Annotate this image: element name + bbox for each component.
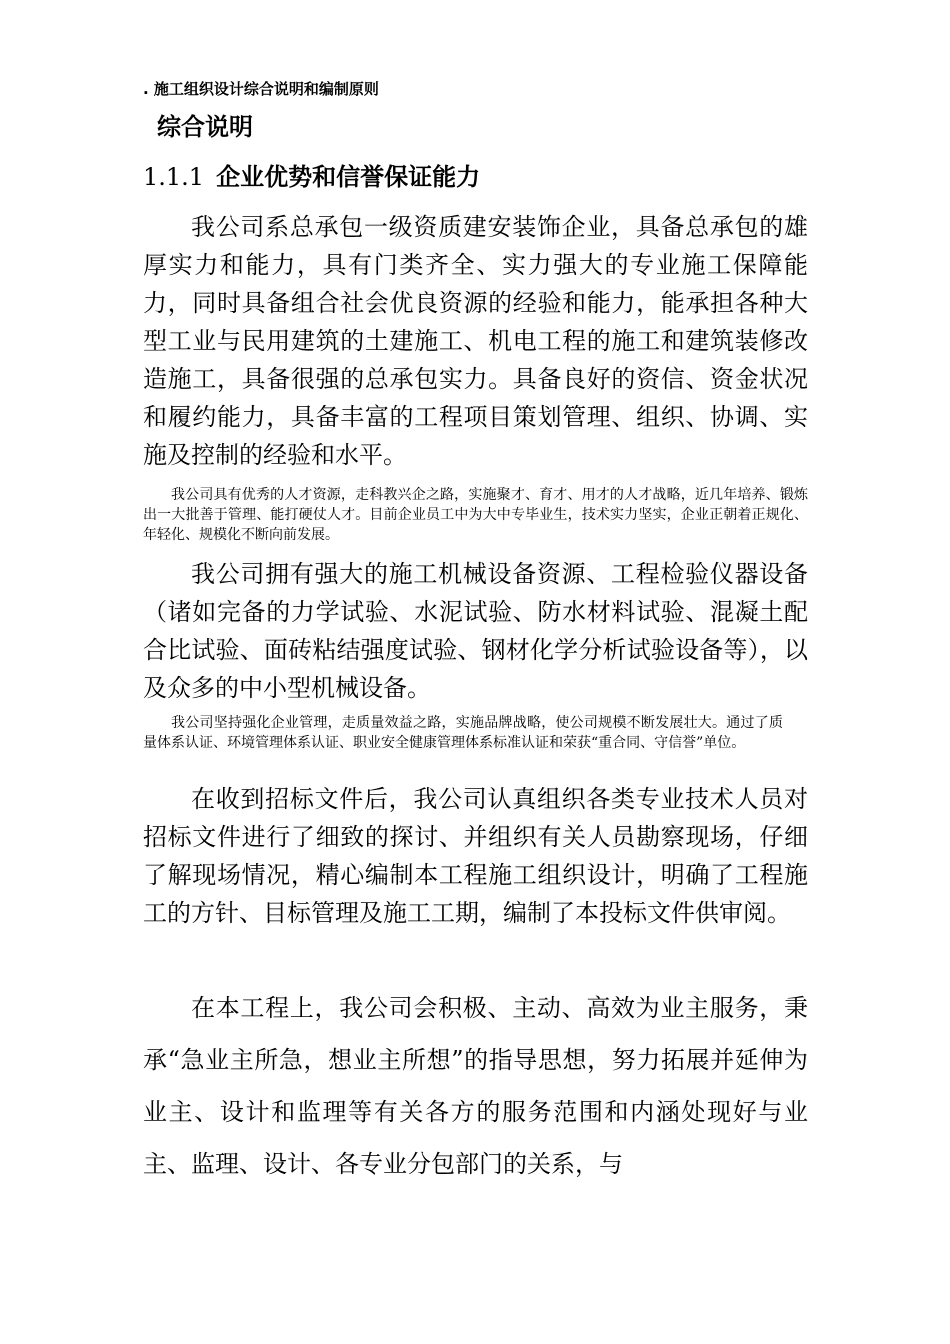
heading-text: 企业优势和信誉保证能力 (216, 163, 481, 191)
heading-number: 1.1.1 (143, 163, 205, 191)
paragraph-tender-preparation: 在收到招标文件后，我公司认真组织各类专业技术人员对招标文件进行了细致的探讨、并组织有关人员勘察现场，仔细了解现场情况，精心编制本工程施工组织设计，明确了工程施工的方针、目标管理及施工工期，编制了本投标文件供审阅。 (143, 785, 808, 927)
paragraph-equipment-resources: 我公司拥有强大的施工机械设备资源、工程检验仪器设备（诸如完备的力学试验、水泥试验、防水材料试验、混凝土配合比试验、面砖粘结强度试验、钢材化学分析试验设备等），以及众多的中小型机械设备。 (143, 560, 808, 702)
paragraph-client-service: 在本工程上，我公司会积极、主动、高效为业主服务，秉承“急业主所急，想业主所想”的指导思想，努力拓展并延伸为业主、设计和监理等有关各方的服务范围和内涵处现好与业主、监理、设计、各专业分包部门的关系，与 (143, 994, 808, 1178)
page-title: 综合说明 (157, 113, 253, 141)
section-header: . 施工组织设计综合说明和编制原则 (143, 80, 379, 98)
paragraph-talent-resources: 我公司具有优秀的人才资源，走科教兴企之路，实施聚才、育才、用才的人才战略，近几年培养、锻炼出一大批善于管理、能打硬仗人才。目前企业员工中为大中专毕业生，技术实力坚实，企业正朝着正规化、年轻化、规模化不断向前发展。 (143, 487, 808, 543)
paragraph-management-certification: 我公司坚持强化企业管理，走质量效益之路，实施品牌战略，使公司规模不断发展壮大。通过了质量体系认证、环境管理体系认证、职业安全健康管理体系标准认证和荣获“重合同、守信誉”单位。 (143, 715, 783, 751)
section-heading (143, 161, 480, 193)
paragraph-company-qualification: 我公司系总承包一级资质建安装饰企业，具备总承包的雄厚实力和能力，具有门类齐全、实力强大的专业施工保障能力，同时具备组合社会优良资源的经验和能力，能承担各种大型工业与民用建筑的土建施工、机电工程的施工和建筑装修改造施工，具备很强的总承包实力。具备良好的资信、资金状况和履约能力，具备丰富的工程项目策划管理、组织、协调、实施及控制的经验和水平。 (143, 213, 808, 469)
